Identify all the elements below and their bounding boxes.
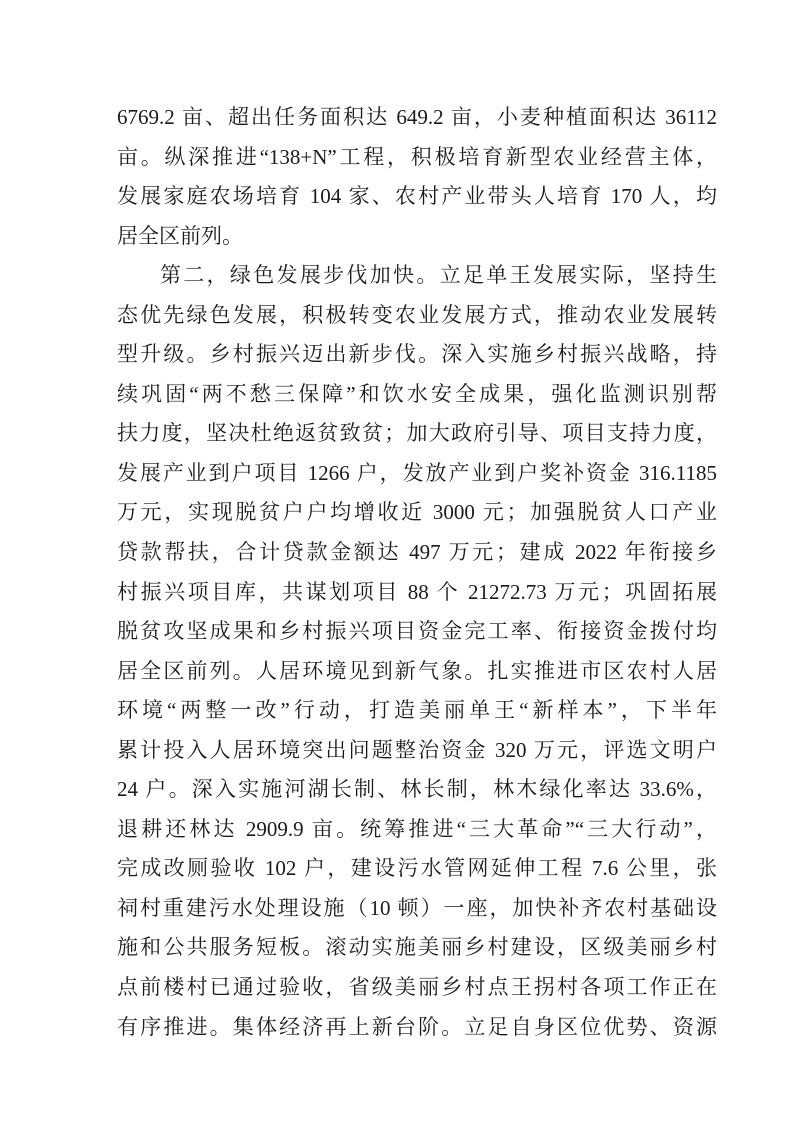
paragraph-line: 发展家庭农场培育 104 家、农村产业带头人培育 170 人，均 — [117, 184, 717, 209]
paragraph-line: 扶力度，坚决杜绝返贫致贫；加大政府引导、项目支持力度， — [117, 421, 717, 446]
paragraph-line: 发展产业到户项目 1266 户，发放产业到户奖补资金 316.1185 — [117, 460, 717, 485]
paragraph-line: 亩。纵深推进“138+N”工程，积极培育新型农业经营主体， — [117, 144, 717, 169]
paragraph-line: 居全区前列。 — [117, 223, 243, 248]
paragraph-line: 环境“两整一改”行动，打造美丽单王“新样本”，下半年 — [117, 698, 717, 723]
paragraph-line: 6769.2 亩、超出任务面积达 649.2 亩，小麦种植面积达 36112 — [117, 105, 717, 129]
paragraph-line: 态优先绿色发展，积极转变农业发展方式，推动农业发展转 — [117, 302, 717, 327]
paragraph-line: 脱贫攻坚成果和乡村振兴项目资金完工率、衔接资金拨付均 — [117, 619, 717, 644]
paragraph-line: 施和公共服务短板。滚动实施美丽乡村建设，区级美丽乡村 — [117, 935, 717, 960]
paragraph-line: 续巩固“两不愁三保障”和饮水安全成果，强化监测识别帮 — [117, 381, 717, 406]
paragraph-line: 祠村重建污水处理设施（10 顿）一座，加快补齐农村基础设 — [117, 895, 717, 920]
paragraph-line: 村振兴项目库，共谋划项目 88 个 21272.73 万元；巩固拓展 — [117, 579, 717, 604]
paragraph-line: 第二，绿色发展步伐加快。立足单王发展实际，坚持生 — [160, 263, 717, 288]
paragraph-line: 居全区前列。人居环境见到新气象。扎实推进市区农村人居 — [117, 658, 717, 683]
paragraph-line: 型升级。乡村振兴迈出新步伐。深入实施乡村振兴战略，持 — [117, 342, 717, 367]
paragraph-line: 24 户。深入实施河湖长制、林长制，林木绿化率达 33.6%， — [117, 777, 717, 802]
paragraph-line: 贷款帮扶，合计贷款金额达 497 万元；建成 2022 年衔接乡 — [117, 540, 717, 565]
paragraph-line: 点前楼村已通过验收，省级美丽乡村点王拐村各项工作正在 — [117, 975, 717, 1000]
paragraph-line: 万元，实现脱贫户户均增收近 3000 元；加强脱贫人口产业 — [117, 500, 717, 525]
paragraph-line: 退耕还林达 2909.9 亩。统筹推进“三大革命”“三大行动”， — [117, 816, 717, 841]
paragraph-line: 完成改厕验收 102 户，建设污水管网延伸工程 7.6 公里，张 — [117, 856, 717, 881]
paragraph-line: 累计投入人居环境突出问题整治资金 320 万元，评选文明户 — [117, 737, 717, 762]
document-body — [117, 98, 717, 1047]
paragraph-line: 有序推进。集体经济再上新台阶。立足自身区位优势、资源 — [117, 1014, 717, 1039]
